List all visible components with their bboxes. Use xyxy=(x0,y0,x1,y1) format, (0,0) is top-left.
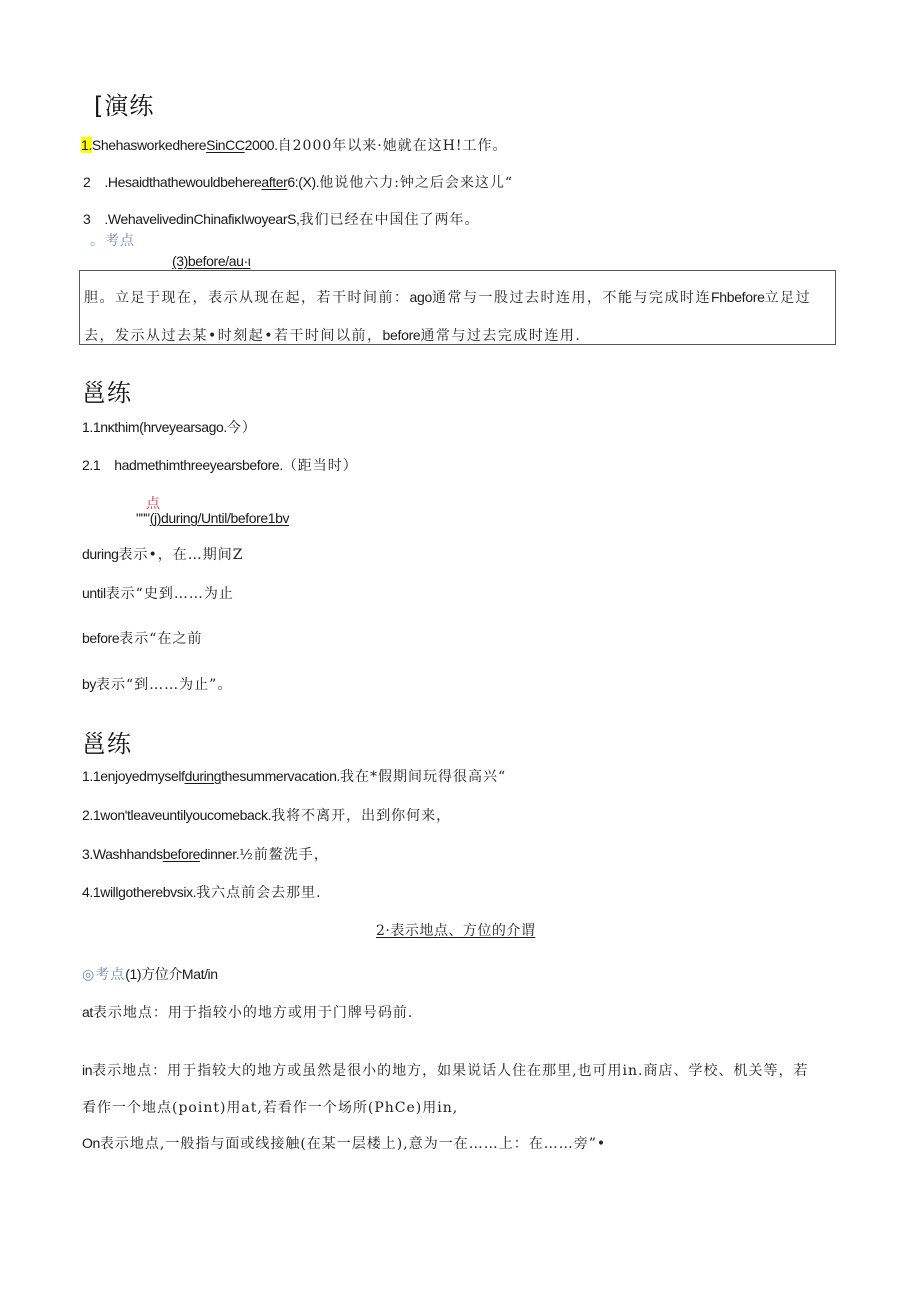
kaodian-at-in: ◎考点(1)方位介Mat/in xyxy=(82,966,218,983)
subtopic-during-until: """(j)during/Until/before1bv xyxy=(136,510,290,526)
section-heading-practice-1: [演练 xyxy=(94,92,155,120)
kaodian-label-red: 点 xyxy=(146,496,160,512)
section-heading-practice-3: 邕练 xyxy=(82,730,132,758)
example-sentence-before: 2.1 hadmethimthreeyearsbefore.（距当时） xyxy=(82,457,358,474)
underlined-keyword: SinCC xyxy=(206,137,245,153)
kaodian-label: 。考点 xyxy=(90,233,135,249)
definition-by: by表示“到……为止”。 xyxy=(82,676,233,693)
example-number-highlighted: 1. xyxy=(81,137,92,153)
example-sentence-by: 4.1willgotherebvsix.我六点前会去那里. xyxy=(82,884,322,901)
example-sentence-until: 2.1won'tleaveuntilyoucomeback.我将不离开，出到你何来， xyxy=(82,807,452,824)
note-line-1: 胆。立足于现在，表示从现在起，若干时间前：ago通常与一股过去时连用，不能与完成时连Fhbefore立足过 xyxy=(84,289,812,306)
paragraph-in: in表示地点：用于指较大的地方或虽然是很小的地方，如果说话人住在那里,也可用in.商店、学校、机关等，若 xyxy=(82,1062,809,1079)
note-line-2: 去，发示从过去某•时刻起•若干时间以前，before通常与过去完成时连用. xyxy=(84,327,582,344)
translation: 自2000年以来·她就在这H!工作。 xyxy=(277,138,508,154)
section-heading-practice-2: 邕练 xyxy=(82,379,132,407)
underlined-keyword: during xyxy=(184,768,222,784)
definition-before: before表示“在之前 xyxy=(82,630,203,647)
translation: 他说他六力:钟之后会来这儿“ xyxy=(319,175,514,191)
example-sentence-3: 3 .WehavelivedinChinafiκIwoyearS,我们已经在中国住了两年。 xyxy=(83,211,480,228)
note-box xyxy=(79,270,836,345)
example-sentence-1: 1.ShehasworkedhereSinCC2000.自2000年以来·她就在这H!工作。 xyxy=(81,137,508,154)
paragraph-at: at表示地点：用于指较小的地方或用于门牌号码前. xyxy=(82,1004,414,1021)
example-sentence-2: 2 .Hesaidthathewouldbehereafter6:(X).他说他六力:钟之后会来这儿“ xyxy=(83,174,514,191)
kaodian-label-blue: ◎考点 xyxy=(82,967,126,983)
example-sentence-during: 1.1enjoyedmyselfduringthesummervacation.我在*假期间玩得很高兴“ xyxy=(82,768,507,785)
section-title-place-prepositions: 2·表示地点、方位的介谓 xyxy=(376,923,536,939)
underlined-keyword: before xyxy=(162,846,200,862)
example-sentence-ago: 1.1nκthim(hrveyearsago.今） xyxy=(82,419,257,436)
paragraph-in-continued: 看作一个地点(point)用at,若看作一个场所(PhCe)用in, xyxy=(82,1100,459,1116)
underlined-keyword: after xyxy=(261,174,288,190)
translation: 我们已经在中国住了两年。 xyxy=(299,212,480,228)
paragraph-on: On表示地点,一般指与面或线接触(在某一层楼上),意为一在……上：在……旁”• xyxy=(82,1135,607,1152)
subtopic-before-ago: (3)before/au·ι xyxy=(172,253,251,269)
example-sentence-before-dinner: 3.Washhandsbeforedinner.½前鳌洗手， xyxy=(82,846,329,863)
definition-until: until表示“史到……为止 xyxy=(82,585,234,602)
definition-during: during表示•，在…期间Z xyxy=(82,546,244,563)
